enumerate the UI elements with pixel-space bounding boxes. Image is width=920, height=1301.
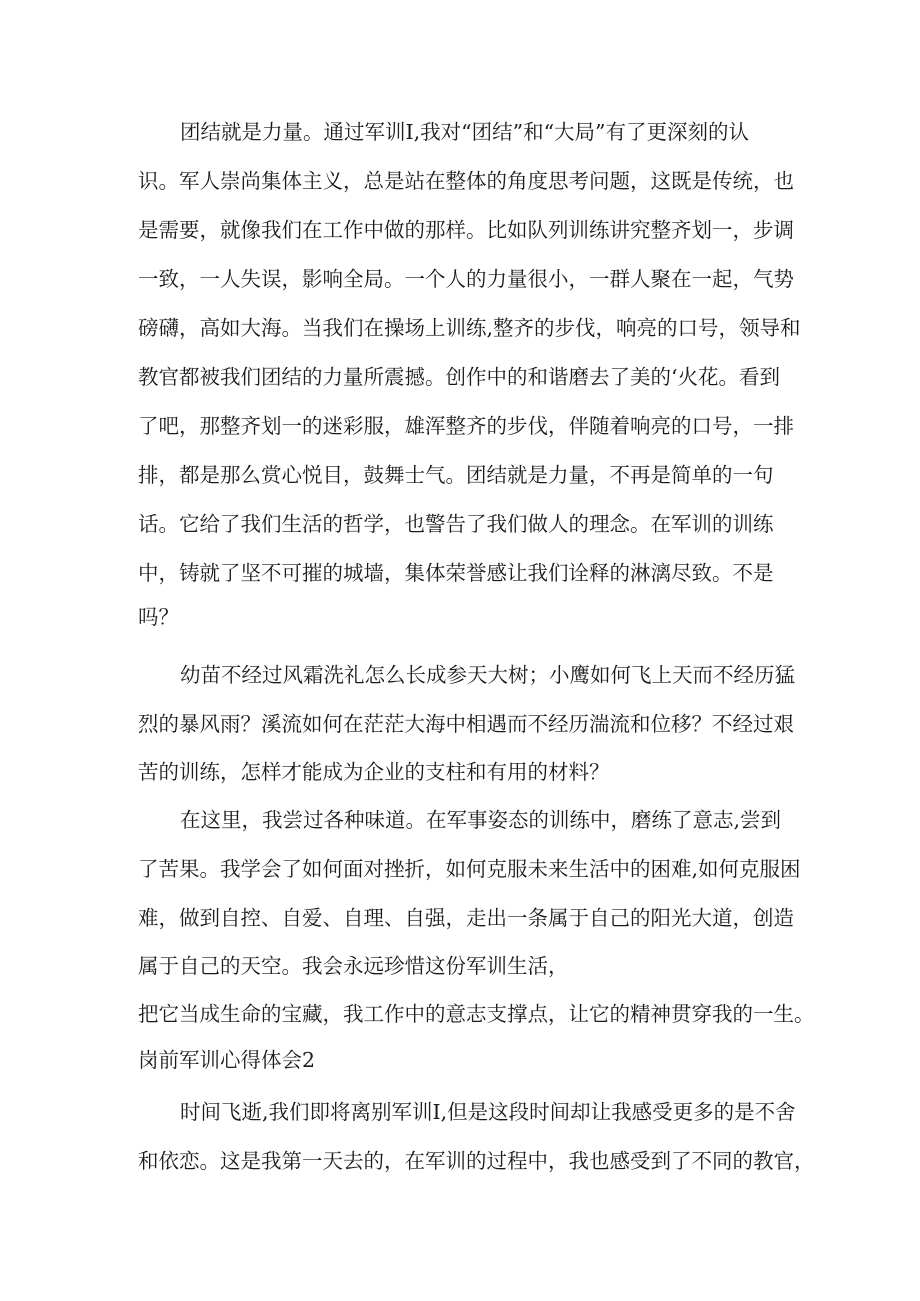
text-line: 和依恋。这是我第一天去的，在军训的过程中，我也感受到了不同的教官，	[138, 1149, 815, 1173]
section-heading: 岗前军训心得体会2	[138, 1048, 316, 1072]
text-line: 难，做到自控、自爱、自理、自强，走出一条属于自己的阳光大道，创造	[138, 906, 794, 930]
text-line: 把它当成生命的宝藏，我工作中的意志支撑点，让它的精神贯穿我的一生。	[138, 1002, 815, 1026]
text-line: 时间飞逝,我们即将离别军训I,但是这段时间却让我感受更多的是不舍	[180, 1100, 796, 1124]
text-line: 幼苗不经过风霜洗礼怎么长成参天大树；小鹰如何飞上天而不经历猛	[180, 663, 795, 687]
text-line: 排，都是那么赏心悦目，鼓舞士气。团结就是力量，不再是简单的一句	[138, 463, 774, 487]
text-line: 识。军人崇尚集体主义，总是站在整体的角度思考问题，这既是传统，也	[138, 169, 794, 193]
text-line: 磅礴，高如大海。当我们在操场上训练,整齐的步伐，响亮的口号，领导和	[138, 316, 801, 340]
text-line: 了苦果。我学会了如何面对挫折，如何克服未来生活中的困难,如何克服困	[138, 857, 801, 881]
text-line: 团结就是力量。通过军训I,我对“团结”和“大局”有了更深刻的认	[180, 120, 750, 144]
text-line: 了吧，那整齐划一的迷彩服，雄浑整齐的步伐，伴随着响亮的口号，一排	[138, 414, 794, 438]
text-line: 话。它给了我们生活的哲学，也警告了我们做人的理念。在军训的训练	[138, 512, 774, 536]
text-line: 中，铸就了坚不可摧的城墙，集体荣誉感让我们诠释的淋漓尽致。不是	[138, 561, 774, 585]
text-line: 苦的训练，怎样才能成为企业的支柱和有用的材料？	[138, 760, 610, 784]
text-line: 吗？	[138, 605, 179, 629]
text-line: 烈的暴风雨？溪流如何在茫茫大海中相遇而不经历湍流和位移？不经过艰	[138, 712, 794, 736]
text-line: 在这里，我尝过各种味道。在军事姿态的训练中，磨练了意志,尝到	[180, 808, 782, 832]
text-line: 是需要，就像我们在工作中做的那样。比如队列训练讲究整齐划一，步调	[138, 218, 794, 242]
text-line: 教官都被我们团结的力量所震撼。创作中的和谐磨去了美的‘火花。看到	[138, 365, 781, 389]
text-line: 一致，一人失误，影响全局。一个人的力量很小，一群人聚在一起，气势	[138, 267, 794, 291]
text-line: 属于自己的天空。我会永远珍惜这份军训生活，	[138, 954, 569, 978]
